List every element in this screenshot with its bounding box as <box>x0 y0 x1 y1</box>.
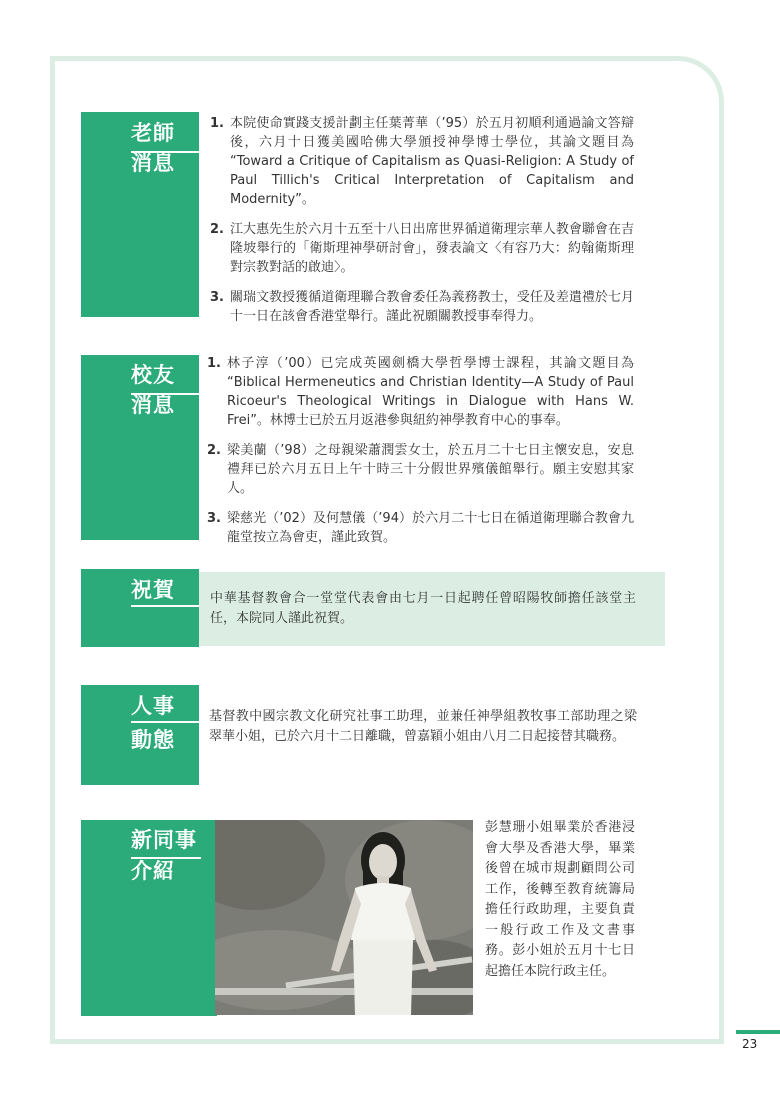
personnel-text: 基督教中國宗教文化研究社事工助理，並兼任神學組教牧事工部助理之梁翠華小姐，已於六月十二日離職，曾嘉穎小姐由八月二日起接替其職務。 <box>209 709 637 744</box>
alumni-news-tag <box>81 355 199 540</box>
staff-photo <box>215 820 473 1015</box>
faculty-news-tag <box>81 112 199 317</box>
alumni-news-title-1: 校友 <box>131 363 175 387</box>
faculty-news-title-1: 老師 <box>131 121 175 145</box>
faculty-news-title-2: 消息 <box>131 151 175 175</box>
congrats-tag <box>81 569 199 647</box>
list-item: 2. 江大惠先生於六月十五至十八日出席世界循道衛理宗華人教會聯會在吉隆坡舉行的「衛斯理神學研討會」，發表論文〈有容乃大：約翰衛斯理對宗教對話的啟迪〉。 <box>210 222 634 275</box>
congrats-text: 中華基督教會合一堂堂代表會由七月一日起聘任曾昭陽牧師擔任該堂主任，本院同人謹此祝賀。 <box>210 591 636 626</box>
personnel-title-1: 人事 <box>131 694 175 718</box>
tag-divider <box>131 721 199 723</box>
list-item: 1. 本院使命實踐支援計劃主任葉菁華（’95）於五月初順利通過論文答辯後，六月十日獲美國哈佛大學頒授神學博士學位，其論文題目為 “Toward a Critique of Capitalism as Quasi-Religion: A Study of Paul Tillich's Critical Interpretation of Capitalism and Modernity”。 <box>210 116 634 207</box>
congrats-title: 祝賀 <box>131 578 175 602</box>
list-item: 3. 關瑞文教授獲循道衛理聯合教會委任為義務教士，受任及差遣禮於七月十一日在該會香港堂舉行。謹此祝願關教授事奉得力。 <box>210 290 634 324</box>
personnel-tag <box>81 685 199 785</box>
page-number: 23 <box>742 1037 758 1051</box>
new-staff-text: 彭慧珊小姐畢業於香港浸會大學及香港大學，畢業後曾在城市規劃顧問公司工作，後轉至教育統籌局擔任行政助理，主要負責一般行政工作及文書事務。彭小姐於五月十七日起擔任本院行政主任。 <box>485 820 635 979</box>
personnel-title-2: 動態 <box>131 728 175 752</box>
new-staff-tag <box>81 820 217 1016</box>
page-number-bar <box>736 1030 780 1034</box>
alumni-news-title-2: 消息 <box>131 393 175 417</box>
staff-portrait-image <box>215 820 473 1015</box>
list-item: 3. 梁慈光（’02）及何慧儀（’94）於六月二十七日在循道衛理聯合教會九龍堂按立為會吏，謹此致賀。 <box>207 511 634 545</box>
tag-divider <box>131 605 199 607</box>
new-staff-title-1: 新同事 <box>131 828 197 852</box>
list-item: 2. 梁美蘭（’98）之母親梁蕭潤雲女士，於五月二十七日主懷安息，安息禮拜已於六月五日上午十時三十分假世界殯儀館舉行。願主安慰其家人。 <box>207 443 634 496</box>
faculty-news-list <box>210 114 634 337</box>
list-item: 1. 林子淳（’00）已完成英國劍橋大學哲學博士課程，其論文題目為 “Biblical Hermeneutics and Christian Identity—A Study of Paul Ricoeur's Theological Writings in Dialogue with Hans W. Frei”。林博士已於五月返港參與紐約神學教育中心的事奉。 <box>207 356 634 428</box>
new-staff-title-2: 介紹 <box>131 859 175 883</box>
alumni-news-list <box>207 354 634 558</box>
